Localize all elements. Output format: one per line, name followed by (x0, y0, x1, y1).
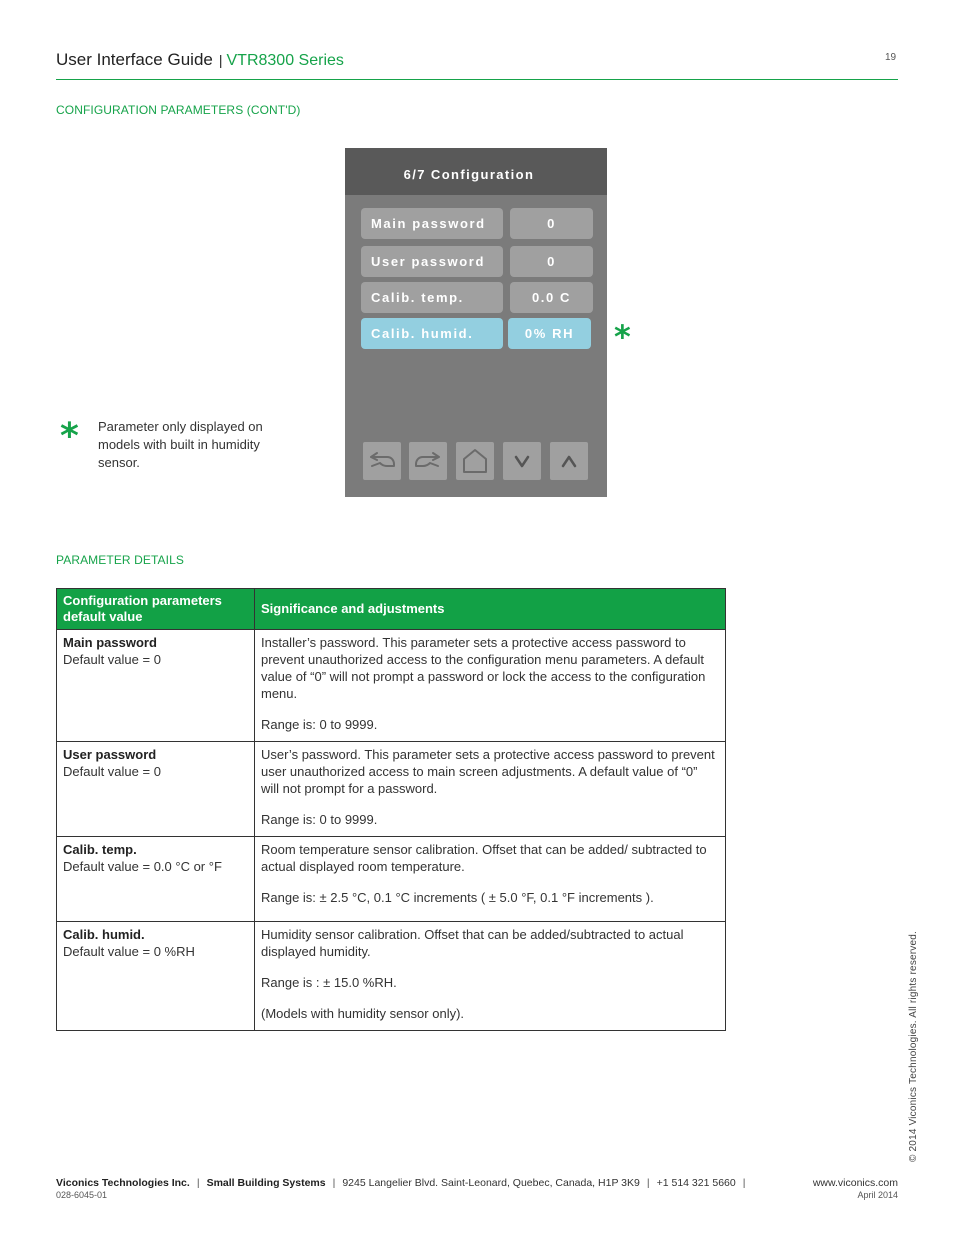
param-value-user-password[interactable]: 0 (510, 246, 593, 277)
param-default: Default value = 0.0 °C or °F (63, 859, 222, 874)
table-row (57, 922, 726, 1031)
series-name: VTR8300 Series (226, 52, 344, 69)
param-value-main-password[interactable]: 0 (510, 208, 593, 239)
range-text: Range is: 0 to 9999. (261, 717, 378, 732)
model-note-text: (Models with humidity sensor only). (261, 1006, 465, 1021)
description-text: User’s password. This parameter sets a protective access password to prevent user unauthorized access to main screen adjustments. A default value of “0” will not prompt for a password. (261, 747, 715, 796)
screen-title: 6/7 Configuration (403, 167, 535, 182)
footer-line: Viconics Technologies Inc. | Small Building Systems | 9245 Langelier Blvd. Saint-Leonard, Quebec, Canada, H1P 3K9 | +1 514 321 5660 | www.viconics.com (56, 1177, 898, 1189)
forward-icon (409, 442, 447, 480)
up-arrow-icon (550, 442, 588, 480)
footer-phone: +1 514 321 5660 (656, 1177, 736, 1189)
param-name: User password (63, 747, 157, 762)
param-name: Main password (63, 635, 157, 650)
range-text: Range is : ± 15.0 %RH. (261, 975, 397, 990)
header-divider (56, 79, 898, 80)
home-button[interactable] (456, 442, 494, 480)
thermostat-screen (345, 148, 607, 497)
description-cell (255, 837, 726, 922)
param-default: Default value = 0 (63, 652, 161, 667)
param-value-calib-temp[interactable]: 0.0 C (510, 282, 593, 313)
param-cell (57, 630, 255, 742)
details-section-heading: PARAMETER DETAILS (56, 553, 184, 567)
param-cell (57, 742, 255, 837)
up-button[interactable] (550, 442, 588, 480)
publication-date: April 2014 (857, 1190, 898, 1200)
param-cell (57, 837, 255, 922)
back-icon (363, 442, 401, 480)
down-button[interactable] (503, 442, 541, 480)
back-button[interactable] (363, 442, 401, 480)
footer-division: Small Building Systems (206, 1177, 326, 1189)
table-row (57, 630, 726, 742)
param-label-calib-humid[interactable]: Calib. humid. (361, 318, 503, 349)
table-header-row (57, 589, 726, 630)
description-text: Humidity sensor calibration. Offset that can be added/subtracted to actual displayed humidity. (261, 927, 684, 959)
param-cell (57, 922, 255, 1031)
range-text: Range is: ± 2.5 °C, 0.1 °C increments ( ± 5.0 °F, 0.1 °F increments ). (261, 890, 654, 905)
humidity-note: Parameter only displayed on models with built in humidity sensor. (98, 419, 263, 470)
footer-company: Viconics Technologies Inc. (56, 1177, 190, 1189)
humidity-asterisk-marker: * (614, 318, 631, 356)
document-number: 028-6045-01 (56, 1190, 108, 1200)
param-label-calib-temp[interactable]: Calib. temp. (361, 282, 503, 313)
document-header (56, 50, 344, 70)
description-cell (255, 630, 726, 742)
config-section-heading: CONFIGURATION PARAMETERS (CONT'D) (56, 103, 301, 117)
copyright-notice: © 2014 Viconics Technologies. All rights reserved. (908, 930, 919, 1162)
home-icon (456, 442, 494, 480)
param-default: Default value = 0 (63, 764, 161, 779)
table-header-parameter: Configuration parameters default value (57, 589, 255, 630)
table-row (57, 837, 726, 922)
note-asterisk-marker: * (60, 416, 79, 457)
description-text: Installer’s password. This parameter sets a protective access password to prevent unauthorized access to the configuration menu parameters. A default value of “0” will not prompt a password or lock the access to the configuration menu. (261, 635, 706, 701)
footer-address: 9245 Langelier Blvd. Saint-Leonard, Quebec, Canada, H1P 3K9 (342, 1177, 640, 1189)
description-cell (255, 922, 726, 1031)
forward-button[interactable] (409, 442, 447, 480)
param-name: Calib. humid. (63, 927, 145, 942)
footer-website[interactable]: www.viconics.com (812, 1177, 898, 1189)
param-label-main-password[interactable]: Main password (361, 208, 503, 239)
screen-title-bar (345, 148, 607, 195)
description-cell (255, 742, 726, 837)
param-default: Default value = 0 %RH (63, 944, 195, 959)
param-name: Calib. temp. (63, 842, 137, 857)
param-label-user-password[interactable]: User password (361, 246, 503, 277)
param-value-calib-humid[interactable]: 0% RH (508, 318, 591, 349)
description-text: Room temperature sensor calibration. Offset that can be added/ subtracted to actual displayed room temperature. (261, 842, 707, 874)
parameter-details-table (56, 588, 726, 1031)
header-separator: | (218, 52, 223, 68)
page-number: 19 (885, 52, 897, 63)
table-header-significance: Significance and adjustments (255, 589, 726, 630)
range-text: Range is: 0 to 9999. (261, 812, 378, 827)
guide-title: User Interface Guide (56, 50, 213, 69)
table-row (57, 742, 726, 837)
down-arrow-icon (503, 442, 541, 480)
